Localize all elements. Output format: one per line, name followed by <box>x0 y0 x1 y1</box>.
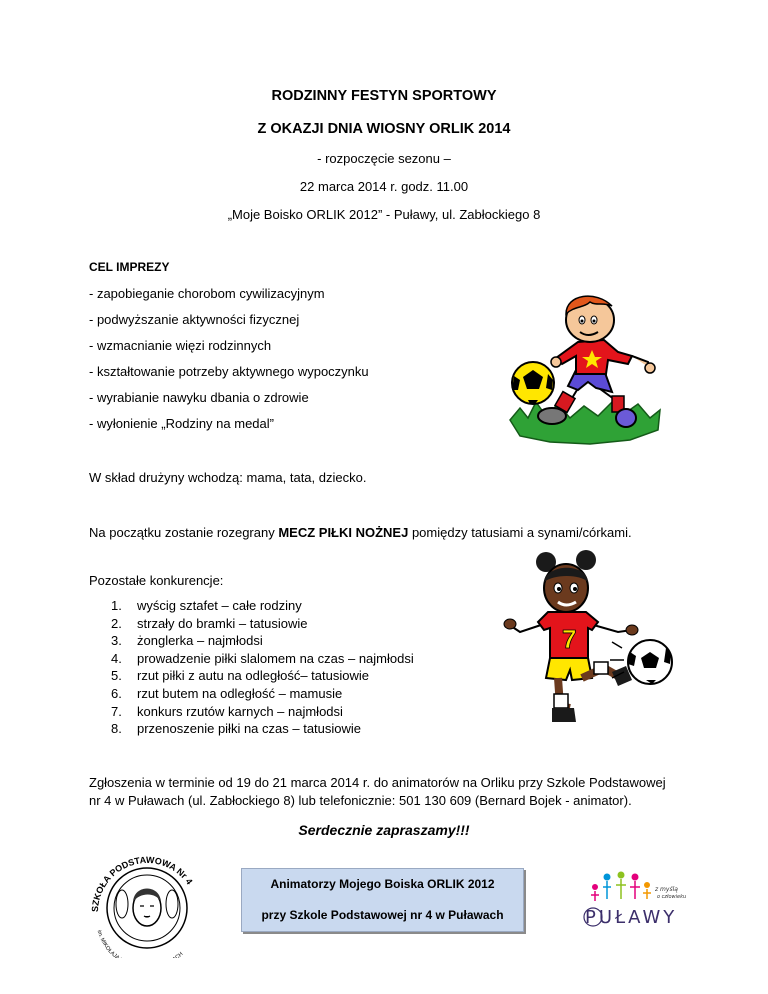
event-venue: „Moje Boisko ORLIK 2012” - Puławy, ul. Zabłockiego 8 <box>227 207 541 222</box>
organizers-line: przy Szkole Podstawowej nr 4 w Puławach <box>261 908 504 922</box>
list-item: 1. wyścig sztafet – całe rodziny <box>111 598 302 613</box>
match-text-after: pomiędzy tatusiami a synami/córkami. <box>408 525 632 540</box>
svg-text:o człowieku: o człowieku <box>657 894 687 900</box>
girl-soccer-illustration <box>500 548 685 738</box>
event-title: RODZINNY FESTYN SPORTOWY <box>271 88 497 104</box>
invitation: Serdecznie zapraszamy!!! <box>298 822 470 838</box>
list-item: 7. konkurs rzutów karnych – najmłodsi <box>111 703 343 719</box>
list-item: 2. strzały do bramki – tatusiowie <box>111 615 308 631</box>
boy-soccer-illustration <box>500 290 670 450</box>
registration-info <box>89 774 689 810</box>
season-line: - rozpoczęcie sezonu – <box>317 151 451 166</box>
list-item: 4. prowadzenie piłki slalomem na czas – najmłodsi <box>111 650 414 666</box>
goal-item: - wyłonienie „Rodziny na medal” <box>89 416 274 431</box>
svg-text:7: 7 <box>562 624 577 654</box>
registration-line: nr 4 w Puławach (ul. Zabłockiego 8) lub telefonicznie: 501 130 609 (Bernard Bojek - animator). <box>89 793 632 808</box>
match-info <box>89 525 632 540</box>
competitions-list <box>89 597 414 738</box>
pulawy-city-logo <box>583 865 695 935</box>
goal-item: - zapobieganie chorobom cywilizacyjnym <box>89 286 325 301</box>
list-item: 5. rzut piłki z autu na odległość– tatusiowie <box>111 668 369 684</box>
goal-item: - wyrabianie nawyku dbania o zdrowie <box>89 390 309 405</box>
match-text-before: Na początku zostanie rozegrany <box>89 525 279 540</box>
registration-line: Zgłoszenia w terminie od 19 do 21 marca 2014 r. do animatorów na Orliku przy Szkole Podstawowej <box>89 775 666 790</box>
goal-item: - wzmacnianie więzi rodzinnych <box>89 338 272 353</box>
list-item: 3. żonglerka – najmłodsi <box>111 633 263 649</box>
list-item: 8. przenoszenie piłki na czas – tatusiowie <box>111 721 362 737</box>
svg-text:SZKOŁA PODSTAWOWA Nr 4: SZKOŁA PODSTAWOWA Nr 4 <box>89 854 195 913</box>
organizers-box <box>241 868 524 932</box>
city-tagline: z myślą <box>655 886 678 893</box>
team-composition: W skład drużyny wchodzą: mama, tata, dziecko. <box>89 470 367 485</box>
event-subtitle: Z OKAZJI DNIA WIOSNY ORLIK 2014 <box>257 121 511 137</box>
organizers-line: Animatorzy Mojego Boiska ORLIK 2012 <box>270 877 495 891</box>
city-name: PUŁAWY <box>585 907 678 928</box>
school-seal-logo <box>84 848 210 958</box>
goals-heading: CEL IMPREZY <box>89 260 170 274</box>
svg-text:im. MIKOŁAJA KOPERNIKA w PUŁAW: im. MIKOŁAJA CH <box>95 929 185 958</box>
event-date: 22 marca 2014 r. godz. 11.00 <box>299 179 469 194</box>
list-item: 6. rzut butem na odległość – mamusie <box>111 685 343 701</box>
match-highlight: MECZ PIŁKI NOŻNEJ <box>278 525 409 540</box>
competitions-heading: Pozostałe konkurencje: <box>89 573 224 588</box>
goal-item: - podwyższanie aktywności fizycznej <box>89 312 300 327</box>
goal-item: - kształtowanie potrzeby aktywnego wypoczynku <box>89 364 369 379</box>
